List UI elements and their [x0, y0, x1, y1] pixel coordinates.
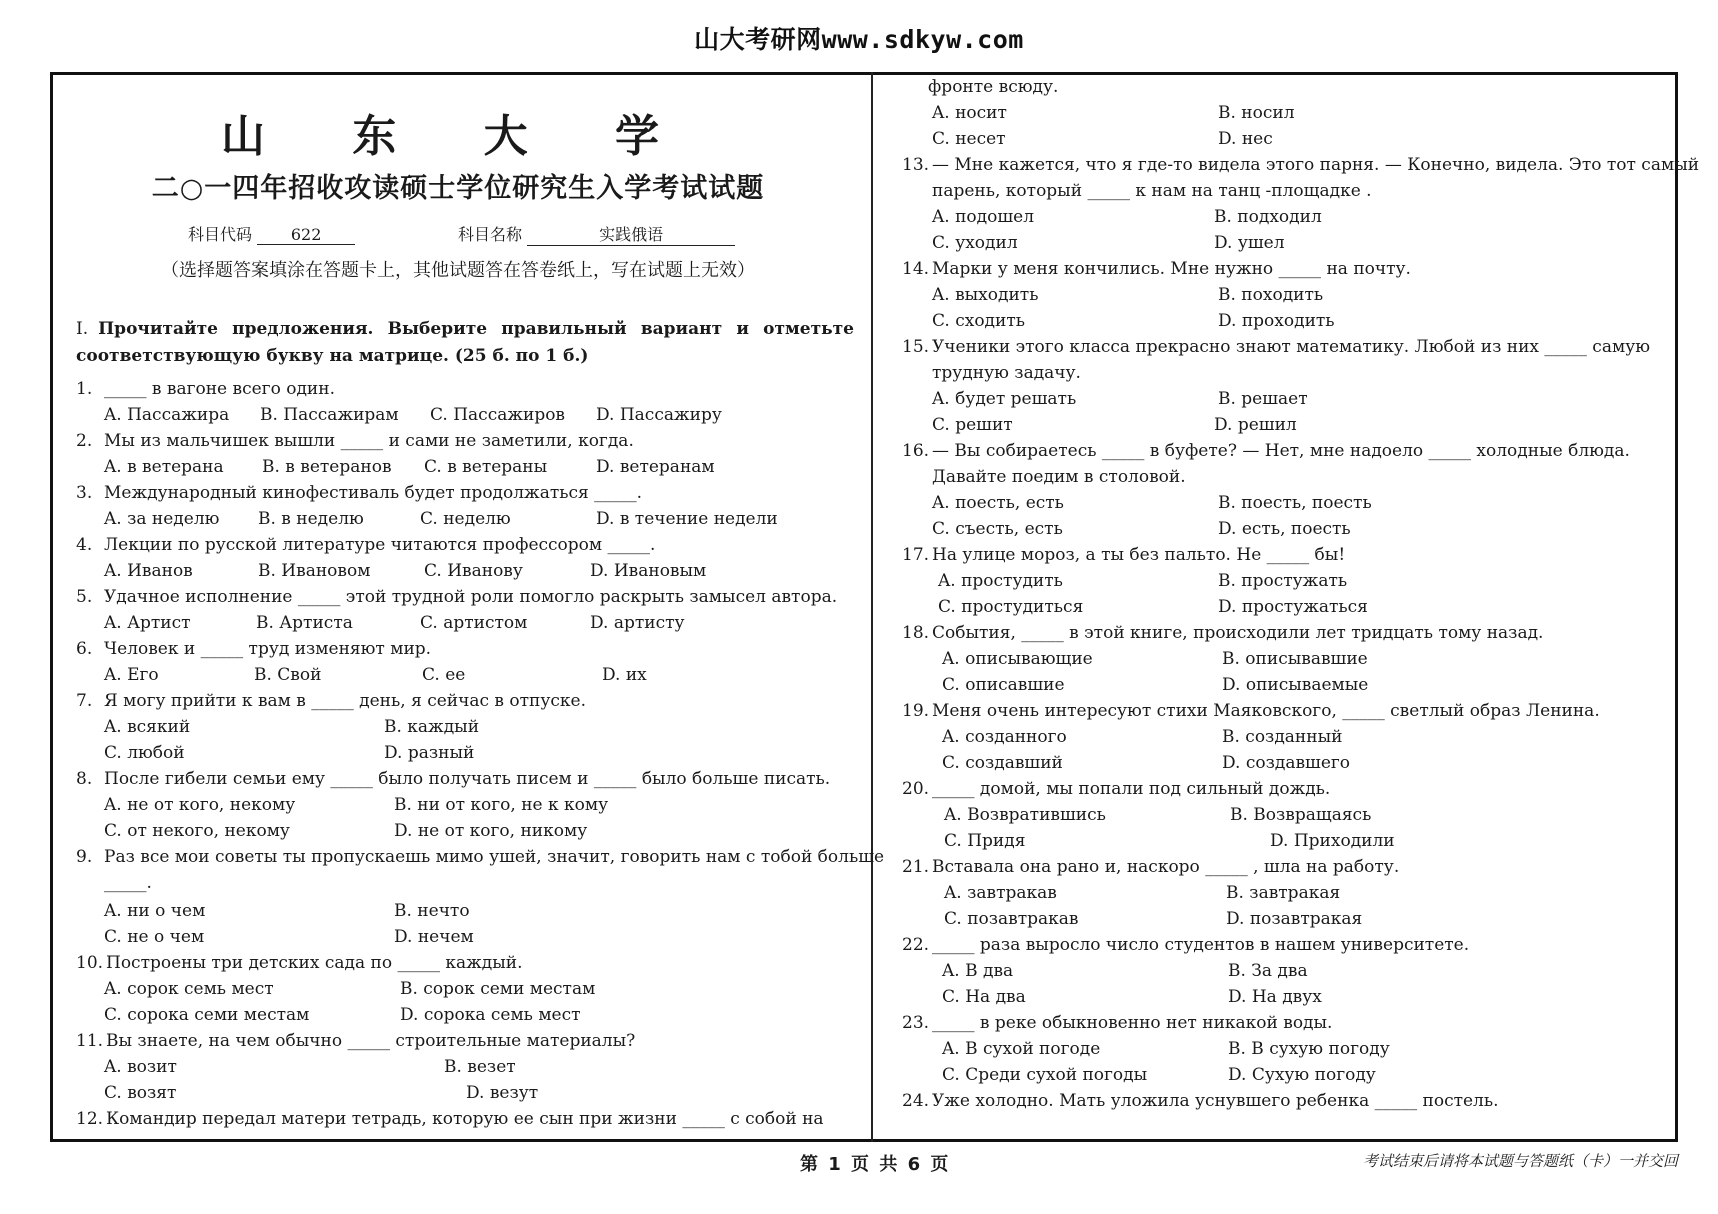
question-2: 2. Мы из мальчишек вышли _____ и сами не заметили, когда. — [76, 431, 634, 451]
question-9: 9. Раз все мои советы ты пропускаешь мимо ушей, значит, говорить нам с тобой больше — [76, 847, 885, 867]
q14-option-a[interactable]: A. выходить — [932, 285, 1039, 305]
q11-option-c[interactable]: C. возят — [104, 1083, 177, 1103]
q14-option-d[interactable]: D. проходить — [1218, 311, 1335, 331]
q20-option-d[interactable]: D. Приходили — [1270, 831, 1395, 851]
q2-option-d[interactable]: D. ветеранам — [596, 457, 715, 477]
q6-option-b[interactable]: B. Свой — [254, 665, 322, 685]
subject-code-label: 科目代码 — [188, 225, 253, 244]
q23-option-b[interactable]: B. В сухую погоду — [1228, 1039, 1390, 1059]
subject-name-row — [458, 222, 735, 246]
q7-option-d[interactable]: D. разный — [384, 743, 475, 763]
q16-option-d[interactable]: D. есть, поесть — [1218, 519, 1351, 539]
question-3: 3. Международный кинофестиваль будет продолжаться _____. — [76, 483, 643, 503]
question-16-continued: Давайте поедим в столовой. — [932, 467, 1186, 487]
question-5: 5. Удачное исполнение _____ этой трудной роли помогло раскрыть замысел автора. — [76, 587, 838, 607]
column-divider — [871, 72, 873, 1142]
q17-option-a[interactable]: A. простудить — [938, 571, 1063, 591]
q23-option-c[interactable]: C. Среди сухой погоды — [942, 1065, 1148, 1085]
q8-option-a[interactable]: A. не от кого, некому — [104, 795, 296, 815]
q5-option-c[interactable]: C. артистом — [420, 613, 528, 633]
q15-option-b[interactable]: B. решает — [1218, 389, 1308, 409]
q16-option-b[interactable]: B. поесть, поесть — [1218, 493, 1372, 513]
q7-option-b[interactable]: B. каждый — [384, 717, 480, 737]
question-6: 6. Человек и _____ труд изменяют мир. — [76, 639, 432, 659]
question-10: 10. Построены три детских сада по _____ каждый. — [76, 953, 523, 973]
q21-option-d[interactable]: D. позавтракая — [1226, 909, 1363, 929]
q23-option-d[interactable]: D. Сухую погоду — [1228, 1065, 1376, 1085]
exam-title: 二○一四年招收攻读硕士学位研究生入学考试试题 — [151, 173, 765, 204]
notice-text: （选择题答案填涂在答题卡上，其他试题答在答卷纸上，写在试题上无效） — [161, 260, 755, 281]
q15-option-a[interactable]: A. будет решать — [932, 389, 1077, 409]
question-16: 16. — Вы собираетесь _____ в буфете? — Нет, мне надоело _____ холодные блюда. — [902, 441, 1630, 461]
q22-option-d[interactable]: D. На двух — [1228, 987, 1322, 1007]
q23-option-a[interactable]: A. В сухой погоде — [942, 1039, 1101, 1059]
q7-option-c[interactable]: C. любой — [104, 743, 185, 763]
q19-option-c[interactable]: C. создавший — [942, 753, 1063, 773]
question-4: 4. Лекции по русской литературе читаются профессором _____. — [76, 535, 656, 555]
question-24: 24. Уже холодно. Мать уложила уснувшего ребенка _____ постель. — [902, 1091, 1499, 1111]
q6-option-d[interactable]: D. их — [602, 665, 647, 685]
subject-code-row — [188, 222, 355, 245]
q13-option-c[interactable]: C. уходил — [932, 233, 1018, 253]
q11-option-a[interactable]: A. возит — [104, 1057, 177, 1077]
q4-option-d[interactable]: D. Ивановым — [590, 561, 707, 581]
q19-option-d[interactable]: D. создавшего — [1222, 753, 1351, 773]
question-20: 20. _____ домой, мы попали под сильный дождь. — [902, 779, 1331, 799]
q19-option-b[interactable]: B. созданный — [1222, 727, 1343, 747]
question-13-continued: парень, который _____ к нам на танц -площадке . — [932, 181, 1372, 201]
question-19: 19. Меня очень интересуют стихи Маяковского, _____ светлый образ Ленина. — [902, 701, 1600, 721]
q18-option-d[interactable]: D. описываемые — [1222, 675, 1369, 695]
q15-option-d[interactable]: D. решил — [1214, 415, 1297, 435]
q1-option-a[interactable]: A. Пассажира — [104, 405, 230, 425]
q11-option-b[interactable]: B. везет — [444, 1057, 516, 1077]
q6-option-a[interactable]: A. Его — [104, 665, 159, 685]
q17-option-c[interactable]: C. простудиться — [938, 597, 1084, 617]
q15-option-c[interactable]: C. решит — [932, 415, 1013, 435]
question-13: 13. — Мне кажется, что я где-то видела этого парня. — Конечно, видела. Это тот самый — [902, 155, 1700, 175]
footer-note: 考试结束后请将本试题与答题纸（卡）一并交回 — [1362, 1152, 1678, 1170]
q11-option-d[interactable]: D. везут — [466, 1083, 539, 1103]
q4-option-c[interactable]: C. Иванову — [424, 561, 523, 581]
question-11: 11. Вы знаете, на чем обычно _____ строительные материалы? — [76, 1031, 636, 1051]
site-header: 山大考研网www.sdkyw.com — [694, 25, 1024, 54]
q14-option-b[interactable]: B. походить — [1218, 285, 1324, 305]
q1-option-d[interactable]: D. Пассажиру — [596, 405, 722, 425]
q20-option-b[interactable]: B. Возвращаясь — [1230, 805, 1372, 825]
question-1: 1. _____ в вагоне всего один. — [76, 379, 335, 399]
q9-option-d[interactable]: D. нечем — [394, 927, 474, 947]
q22-option-a[interactable]: A. В два — [942, 961, 1014, 981]
q9-option-c[interactable]: C. не о чем — [104, 927, 205, 947]
q10-option-d[interactable]: D. сорока семь мест — [400, 1005, 581, 1025]
q3-option-b[interactable]: B. в неделю — [258, 509, 364, 529]
q7-option-a[interactable]: A. всякий — [104, 717, 191, 737]
q2-option-b[interactable]: B. в ветеранов — [262, 457, 392, 477]
subject-name: 实践俄语 — [527, 222, 735, 246]
q5-option-d[interactable]: D. артисту — [590, 613, 685, 633]
question-7: 7. Я могу прийти к вам в _____ день, я сейчас в отпуске. — [76, 691, 586, 711]
q22-option-b[interactable]: B. За два — [1228, 961, 1308, 981]
q18-option-c[interactable]: C. описавшие — [942, 675, 1065, 695]
q17-option-d[interactable]: D. простужаться — [1218, 597, 1368, 617]
q16-option-c[interactable]: C. съесть, есть — [932, 519, 1063, 539]
q8-option-d[interactable]: D. не от кого, никому — [394, 821, 588, 841]
q10-option-c[interactable]: C. сорока семи местам — [104, 1005, 310, 1025]
q1-option-c[interactable]: C. Пассажиров — [430, 405, 566, 425]
page-number: 第 1 页 共 6 页 — [800, 1154, 951, 1175]
q12-option-a[interactable]: A. носит — [932, 103, 1007, 123]
right-column — [888, 76, 1700, 1140]
section-text: Прочитайте предложения. Выберите правильный вариант и отметьте соответствующую букву на матрице. (25 б. по 1 б.) — [76, 319, 854, 366]
q18-option-a[interactable]: A. описывающие — [942, 649, 1093, 669]
question-22: 22. _____ раза выросло число студентов в нашем университете. — [902, 935, 1470, 955]
section-number: I. — [76, 319, 89, 339]
q4-option-a[interactable]: A. Иванов — [104, 561, 193, 581]
q2-option-c[interactable]: C. в ветераны — [424, 457, 548, 477]
q19-option-a[interactable]: A. созданного — [942, 727, 1067, 747]
q3-option-c[interactable]: C. неделю — [420, 509, 511, 529]
q20-option-c[interactable]: C. Придя — [944, 831, 1026, 851]
q22-option-c[interactable]: C. На два — [942, 987, 1026, 1007]
question-23: 23. _____ в реке обыкновенно нет никакой воды. — [902, 1013, 1333, 1033]
question-21: 21. Вставала она рано и, наскоро _____ , шла на работу. — [902, 857, 1400, 877]
q12-option-c[interactable]: C. несет — [932, 129, 1006, 149]
section-instruction — [76, 316, 854, 370]
question-9-continued: _____. — [104, 873, 152, 893]
q6-option-c[interactable]: C. ее — [422, 665, 466, 685]
left-column — [58, 80, 885, 1140]
q9-option-b[interactable]: B. нечто — [394, 901, 470, 921]
subject-name-label: 科目名称 — [458, 225, 523, 244]
q13-option-a[interactable]: A. подошел — [932, 207, 1035, 227]
q17-option-b[interactable]: B. простужать — [1218, 571, 1348, 591]
q12-option-d[interactable]: D. нес — [1218, 129, 1273, 149]
q1-option-b[interactable]: B. Пассажирам — [260, 405, 399, 425]
q16-option-a[interactable]: A. поесть, есть — [932, 493, 1064, 513]
q21-option-c[interactable]: C. позавтракав — [944, 909, 1079, 929]
question-14: 14. Марки у меня кончились. Мне нужно _____ на почту. — [902, 259, 1411, 279]
question-12-continued: фронте всюду. — [928, 77, 1059, 97]
q10-option-b[interactable]: B. сорок семи местам — [400, 979, 596, 999]
q18-option-b[interactable]: B. описывавшие — [1222, 649, 1368, 669]
question-15-continued: трудную задачу. — [932, 363, 1081, 383]
q3-option-d[interactable]: D. в течение недели — [596, 509, 778, 529]
q5-option-b[interactable]: B. Артиста — [256, 613, 353, 633]
q3-option-a[interactable]: A. за неделю — [104, 509, 220, 529]
university-name: 山 东 大 学 — [221, 111, 695, 162]
q13-option-b[interactable]: B. подходил — [1214, 207, 1322, 227]
q10-option-a[interactable]: A. сорок семь мест — [104, 979, 274, 999]
q20-option-a[interactable]: A. Возвратившись — [944, 805, 1106, 825]
subject-code: 622 — [257, 225, 355, 245]
q5-option-a[interactable]: A. Артист — [104, 613, 191, 633]
question-15: 15. Ученики этого класса прекрасно знают математику. Любой из них _____ самую — [902, 337, 1650, 357]
q12-option-b[interactable]: B. носил — [1218, 103, 1295, 123]
q2-option-a[interactable]: A. в ветерана — [104, 457, 224, 477]
question-8: 8. После гибели семьи ему _____ было получать писем и _____ было больше писать. — [76, 769, 831, 789]
question-18: 18. События, _____ в этой книге, происходили лет тридцать тому назад. — [902, 623, 1544, 643]
q4-option-b[interactable]: B. Ивановом — [258, 561, 371, 581]
question-17: 17. На улице мороз, а ты без пальто. Не _____ бы! — [902, 545, 1346, 565]
question-12: 12. Командир передал матери тетрадь, которую ее сын при жизни _____ с собой на — [76, 1109, 824, 1129]
q8-option-c[interactable]: C. от некого, некому — [104, 821, 290, 841]
q13-option-d[interactable]: D. ушел — [1214, 233, 1285, 253]
q14-option-c[interactable]: C. сходить — [932, 311, 1026, 331]
q21-option-a[interactable]: A. завтракав — [944, 883, 1057, 903]
q8-option-b[interactable]: B. ни от кого, не к кому — [394, 795, 609, 815]
q9-option-a[interactable]: A. ни о чем — [104, 901, 206, 921]
q21-option-b[interactable]: B. завтракая — [1226, 883, 1341, 903]
